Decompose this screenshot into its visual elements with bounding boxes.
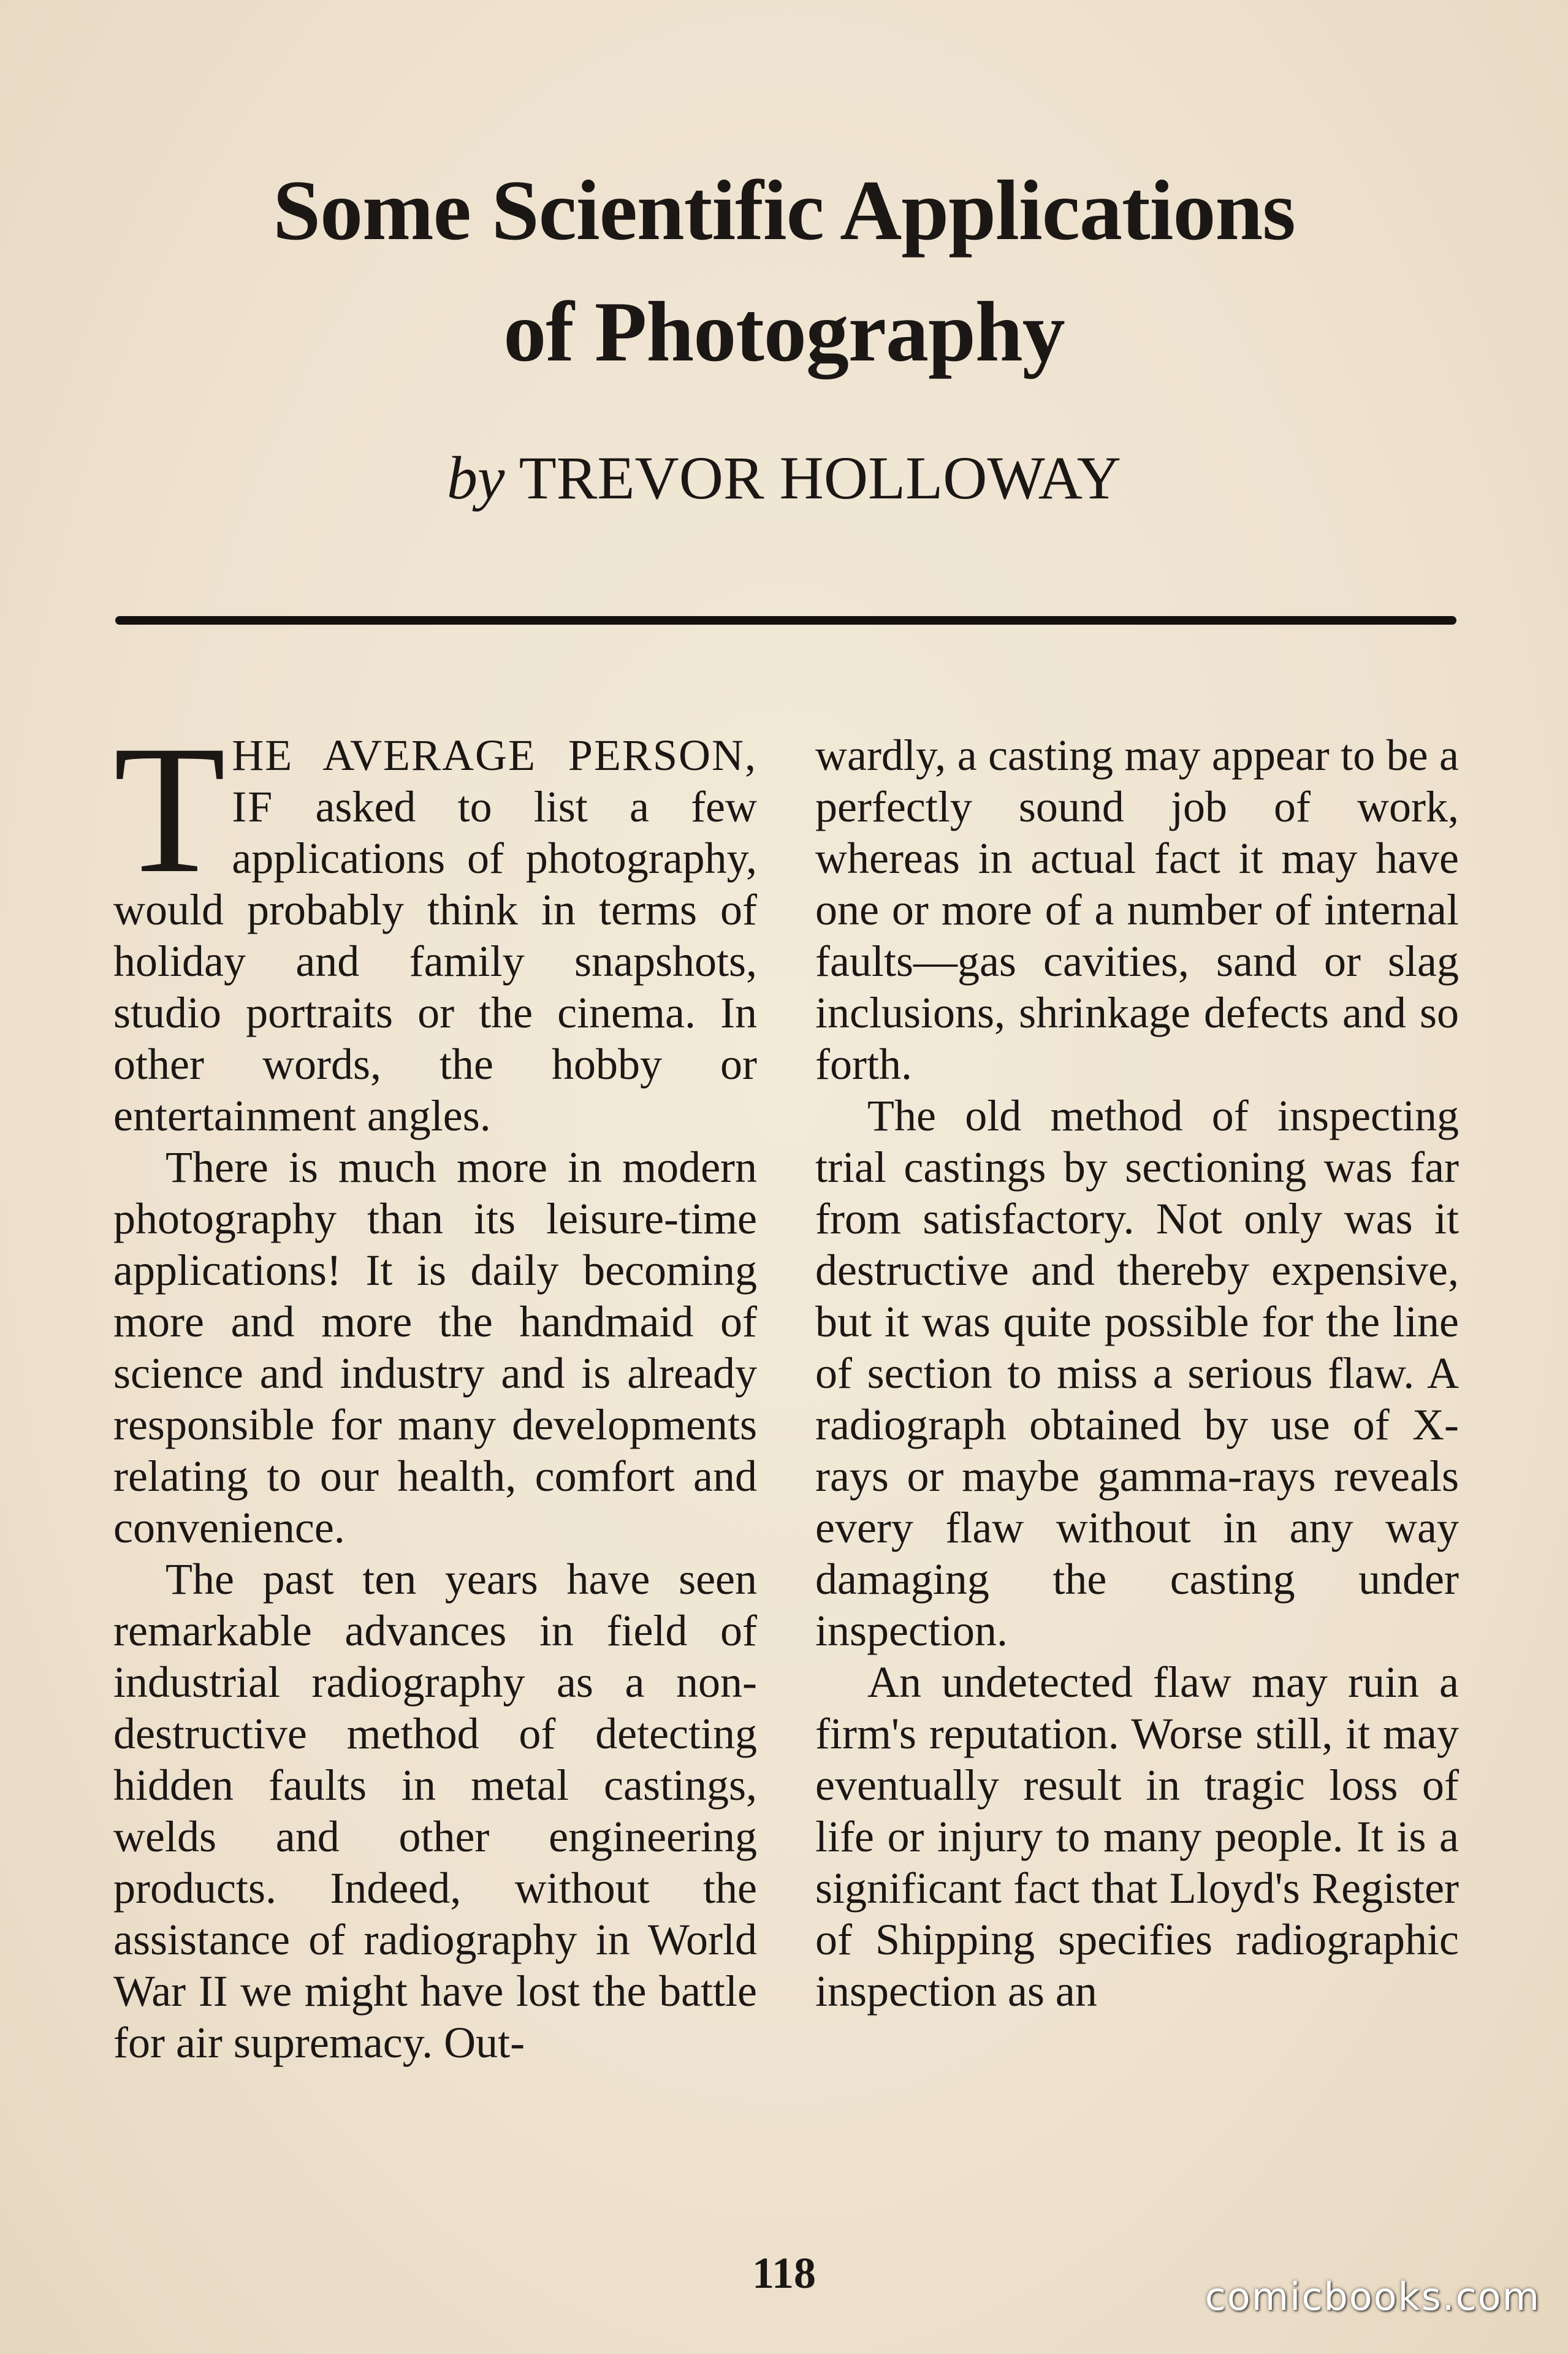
paragraph-1 — [113, 707, 757, 1141]
byline — [86, 441, 1482, 515]
lead-in: HE AVERAGE PERSON, IF — [232, 731, 757, 831]
article-title — [86, 150, 1482, 393]
title-line-2: of Photography — [503, 284, 1065, 379]
column-left — [113, 707, 757, 2068]
paragraph-1-text: asked to list a few applications of photography, would probably think in terms of holiday and family snapshots, studio portraits or the cinema. In other words, the hobby or entertainment angles. — [113, 782, 757, 1140]
paragraph-6: An undetected flaw may ruin a firm's reputation. Worse still, it may eventually result in tragic loss of life or injury to many people. It is a significant fact that Lloyd's Register of Shipping specifies radiographic inspection as an — [815, 1658, 1459, 2016]
drop-cap: T — [113, 707, 226, 911]
paragraph-3: The past ten years have seen remarkable advances in field of industrial radiography as a non-destructive method of detecting hidden faults in metal castings, welds and other engineering products. Indeed, without the assistance of radiography in World War II we might have lost the battle for air supremacy. Out- — [113, 1555, 757, 2067]
paragraph-5: The old method of inspecting trial castings by sectioning was far from satisfactory. Not only was it destructive and thereby expensive, but it was quite possible for the line of section to miss a serious flaw. A radiograph obtained by use of X-rays or maybe gamma-rays reveals every flaw without in any way damaging the casting under inspection. — [815, 1091, 1459, 1655]
title-line-1: Some Scientific Applications — [273, 163, 1295, 258]
byline-prefix: by — [447, 444, 505, 512]
title-divider — [115, 616, 1456, 625]
paragraph-4: wardly, a casting may appear to be a perfectly sound job of work, whereas in actual fact it may have one or more of a number of internal faults—gas cavities, sand or slag inclusions, shrinkage defects and so forth. — [815, 731, 1459, 1089]
paragraph-2: There is much more in modern photography than its leisure-time applications! It is daily becoming more and more the handmaid of science and industry and is already responsible for many developments relating to our health, comfort and convenience. — [113, 1143, 757, 1552]
column-right — [815, 729, 1459, 2017]
watermark: comicbooks.com — [1205, 2274, 1540, 2319]
page-number: 118 — [752, 2249, 816, 2298]
author-name: TREVOR HOLLOWAY — [519, 444, 1121, 512]
